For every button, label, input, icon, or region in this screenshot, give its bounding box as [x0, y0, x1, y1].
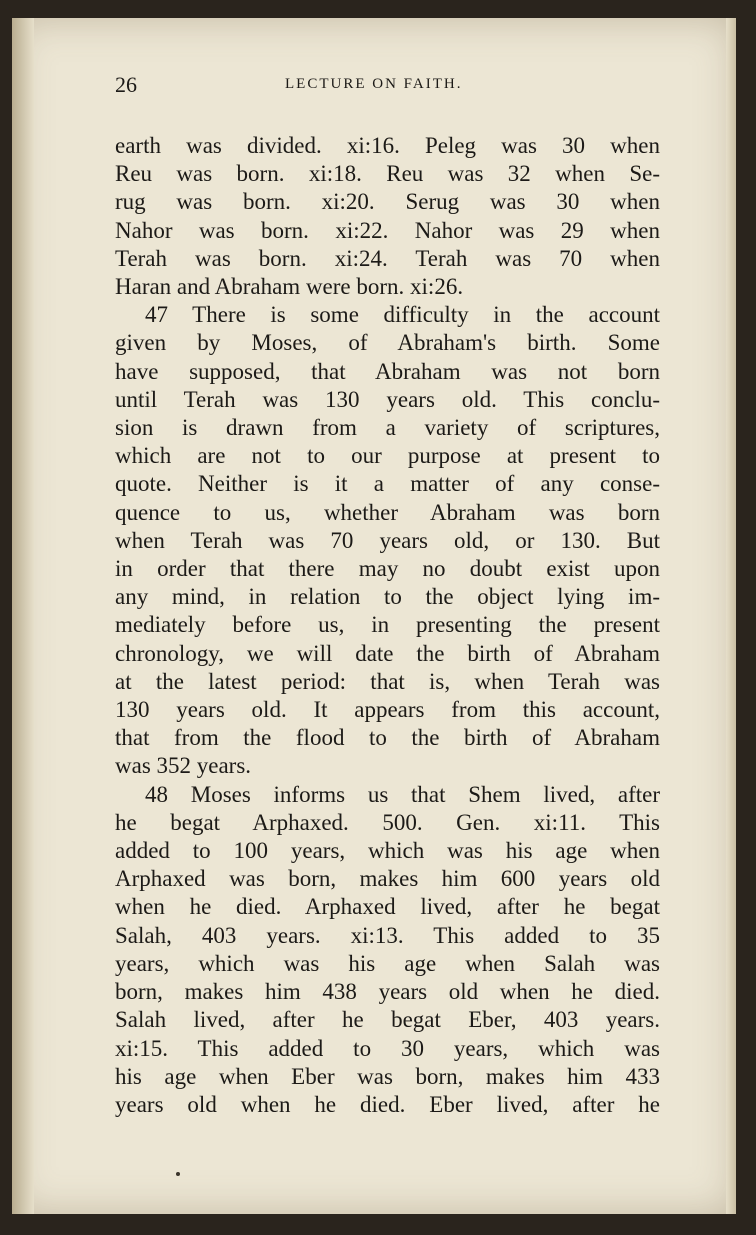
- text-line: Salah, 403 years. xi:13. This added to 35: [115, 922, 660, 948]
- text-line: until Terah was 130 years old. This conclu-: [115, 386, 660, 412]
- text-line: quote. Neither is it a matter of any conse-: [115, 471, 660, 497]
- text-line: given by Moses, of Abraham's birth. Some: [115, 330, 660, 356]
- text-line: Arphaxed was born, makes him 600 years old: [115, 866, 660, 892]
- text-line: years, which was his age when Salah was: [115, 950, 660, 976]
- text-line: any mind, in relation to the object lying im-: [115, 584, 660, 610]
- text-line: Salah lived, after he begat Eber, 403 years.: [115, 1007, 660, 1033]
- text-line: his age when Eber was born, makes him 433: [115, 1063, 660, 1089]
- text-line: rug was born. xi:20. Serug was 30 when: [115, 189, 660, 215]
- text-line: added to 100 years, which was his age when: [115, 838, 660, 864]
- text-line: Reu was born. xi:18. Reu was 32 when Se-: [115, 161, 660, 187]
- text-line: which are not to our purpose at present to: [115, 443, 660, 469]
- text-line: born, makes him 438 years old when he died.: [115, 979, 660, 1005]
- text-line: chronology, we will date the birth of Abraham: [115, 640, 660, 666]
- page-header: [115, 72, 675, 102]
- page-number: 26: [115, 72, 137, 97]
- text-line: Haran and Abraham were born. xi:26.: [115, 274, 464, 300]
- text-line: was 352 years.: [115, 753, 252, 779]
- text-line: 48 Moses informs us that Shem lived, after: [145, 781, 660, 807]
- text-line: at the latest period: that is, when Terah was: [115, 668, 660, 694]
- page-spine-shadow: [12, 18, 34, 1214]
- text-line: Nahor was born. xi:22. Nahor was 29 when: [115, 217, 660, 243]
- text-line: 47 There is some difficulty in the account: [145, 302, 660, 328]
- text-line: Terah was born. xi:24. Terah was 70 when: [115, 245, 660, 271]
- text-line: he begat Arphaxed. 500. Gen. xi:11. This: [115, 809, 660, 835]
- ink-speck: [176, 1172, 180, 1176]
- page-edge-shadow: [726, 18, 736, 1214]
- text-line: have supposed, that Abraham was not born: [115, 358, 660, 384]
- running-head: LECTURE ON FAITH.: [285, 76, 463, 92]
- text-line: quence to us, whether Abraham was born: [115, 499, 660, 525]
- text-line: sion is drawn from a variety of scriptures,: [115, 415, 660, 441]
- text-line: 130 years old. It appears from this account,: [115, 697, 660, 723]
- text-line: when Terah was 70 years old, or 130. But: [115, 527, 660, 553]
- text-line: earth was divided. xi:16. Peleg was 30 when: [115, 133, 660, 158]
- text-line: when he died. Arphaxed lived, after he begat: [115, 894, 660, 920]
- body-text: [115, 132, 660, 1119]
- text-line: years old when he died. Eber lived, after he: [115, 1091, 660, 1117]
- text-line: mediately before us, in presenting the present: [115, 612, 660, 638]
- text-line: in order that there may no doubt exist upon: [115, 556, 660, 582]
- text-line: xi:15. This added to 30 years, which was: [115, 1035, 660, 1061]
- text-line: that from the flood to the birth of Abraham: [115, 725, 660, 751]
